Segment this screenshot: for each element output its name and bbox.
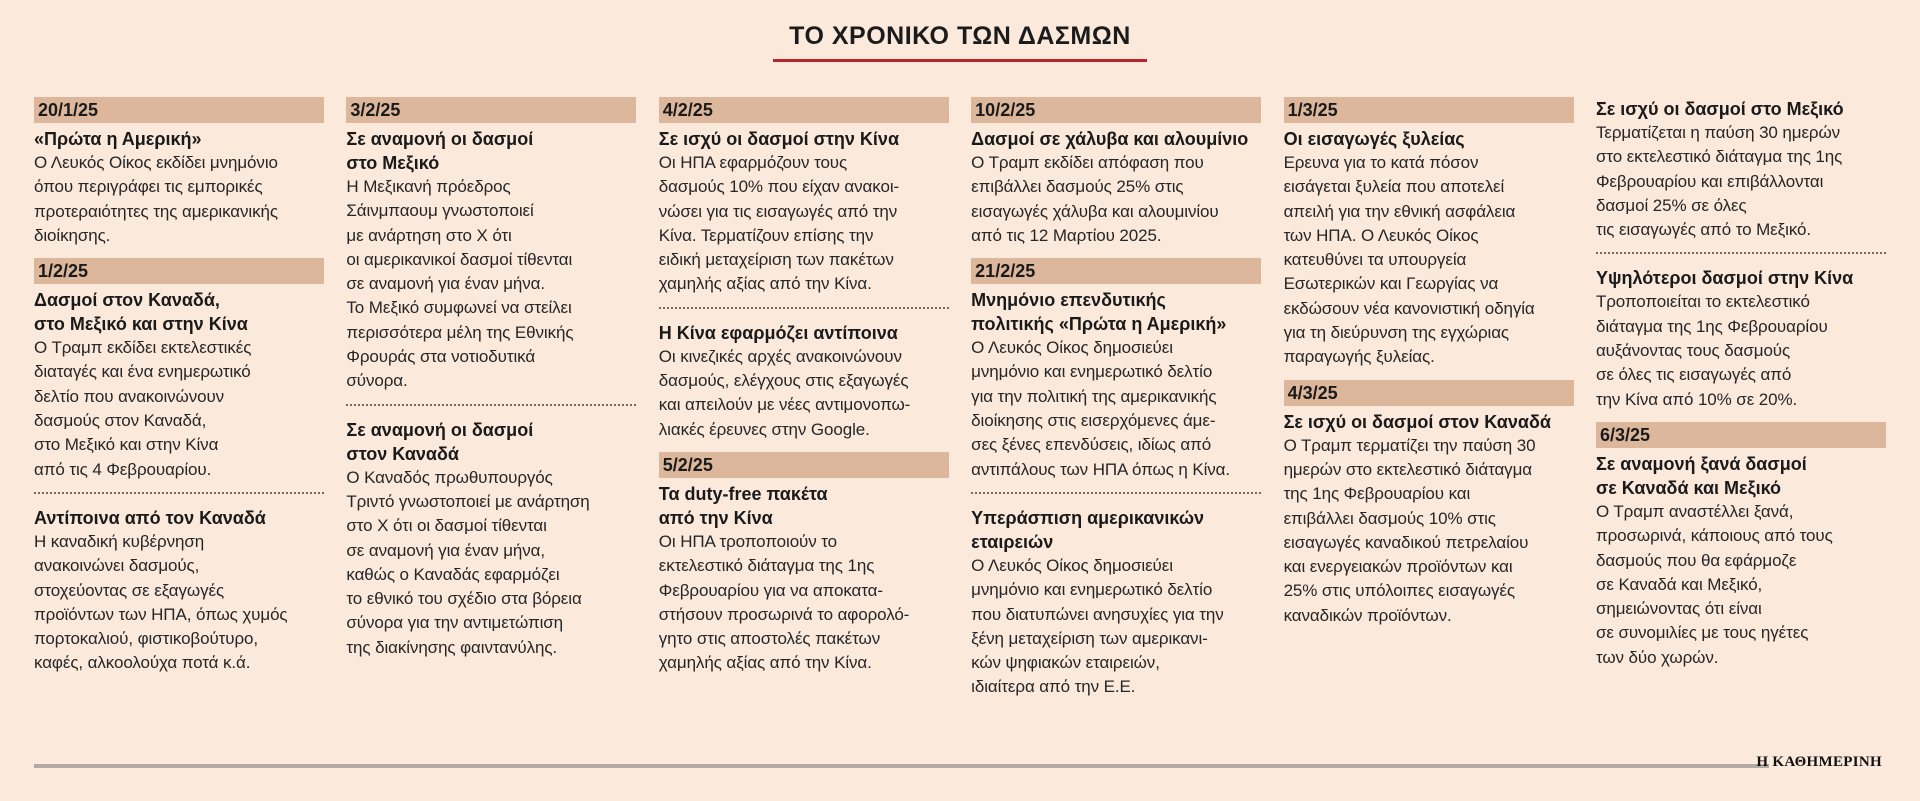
entry-headline: Δασμοί σε χάλυβα και αλουμίνιο (971, 129, 1249, 149)
entry-text: Οι ΗΠΑ εφαρμόζουν τους δασμούς 10% που είχαν ανακοι- νώσει για τις εισαγωγές από την Κίνα. Τερματίζουν επίσης την ειδική μεταχείριση των πακέτων χαμηλής αξίας από την Κίνα. (658, 153, 900, 294)
timeline-entry (1284, 380, 1574, 628)
timeline-entry (971, 97, 1261, 248)
entry-text: Ο Τραμπ εκδίδει απόφαση που επιβάλλει δασμούς 25% στις εισαγωγές χάλυβα και αλουμινίου από τις 12 Μαρτίου 2025. (971, 153, 1219, 245)
timeline-entry (34, 506, 324, 676)
entry-text: Η καναδική κυβέρνηση ανακοινώνει δασμούς, στοχεύοντας σε εξαγωγές προϊόντων των ΗΠΑ, όπως χυμός πορτοκαλιού, φιστικοβούτυρο, καφές, αλκοολούχα ποτά κ.ά. (34, 531, 288, 673)
entry-headline: Σε αναμονή ξανά δασμοί σε Καναδά και Μεξικό (1595, 453, 1807, 498)
dotted-separator (971, 492, 1261, 494)
entry-text: Οι κινεζικές αρχές ανακοινώνουν δασμούς, ελέγχους στις εξαγωγές και απειλούν με νέες αντιμονοπω- λιακές έρευνες στην Google. (658, 346, 911, 439)
entry-date: 3/2/25 (346, 97, 636, 123)
entry-spacer (34, 248, 324, 258)
entry-text: Ο Τραμπ τερματίζει την παύση 30 ημερών στο εκτελεστικό διάταγμα της 1ης Φεβρουαρίου και επιβάλλει δασμούς 10% στις εισαγωγές καναδικού πετρελαίου και ενεργειακών προϊόντων και 25% στις υπόλοιπες εισαγωγές καναδικών προϊόντων. (1283, 435, 1536, 625)
entry-headline: Υψηλότεροι δασμοί στην Κίνα (1595, 268, 1854, 289)
publisher-logo: Η ΚΑΘΗΜΕΡΙΝΗ (1756, 754, 1882, 770)
dotted-separator (346, 404, 636, 406)
timeline-entry (659, 321, 949, 442)
entry-headline: Σε αναμονή οι δασμοί στον Καναδά (346, 419, 534, 464)
entry-text: Ο Λευκός Οίκος δημοσιεύει μνημόνιο και ενημερωτικό δελτίο για την πολιτική της αμερικανικής διοίκησης στις εισερχόμενες άμε- σες ξένες επενδύσεις, ιδίως από αντιπάλους των ΗΠΑ όπως η Κίνα. (971, 338, 1231, 479)
entry-spacer (1596, 412, 1886, 422)
timeline-column (1596, 97, 1886, 700)
entry-date: 1/2/25 (34, 258, 324, 284)
bottom-rule (34, 764, 1769, 768)
timeline-entry (346, 97, 636, 394)
entry-text: Τερματίζεται η παύση 30 ημερών στο εκτελεστικό διάταγμα της 1ης Φεβρουαρίου και επιβάλλονται δασμοί 25% σε όλες τις εισαγωγές από το Μεξικό. (1595, 123, 1843, 240)
timeline-column (1284, 97, 1574, 700)
entry-headline: Αντίποινα από τον Καναδά (34, 507, 266, 528)
entry-text: Ο Τραμπ εκδίδει εκτελεστικές διαταγές και ένα ενημερωτικό δελτίο που ανακοινώνουν δασμούς στον Καναδά, στο Μεξικό και στην Κίνα από τις 4 Φεβρουαρίου. (34, 338, 252, 479)
timeline-column (659, 97, 949, 700)
entry-text: Ο Καναδός πρωθυπουργός Τριντό γνωστοποιεί με ανάρτηση στο Χ ότι οι δασμοί τίθενται σε αναμονή για έναν μήνα, καθώς ο Καναδάς εφαρμόζει το εθνικό του σχέδιο στα βόρεια σύνορα για την αντιμετώπιση της διακίνησης φαιντανύλης. (346, 467, 590, 657)
entry-headline: Σε αναμονή οι δασμοί στο Μεξικό (346, 129, 534, 173)
entry-date: 21/2/25 (971, 258, 1261, 284)
entry-date: 4/3/25 (1284, 380, 1574, 406)
entry-text: Οι ΗΠΑ τροποποιούν το εκτελεστικό διάταγμα της 1ης Φεβρουαρίου για να αποκατα- στήσουν προσωρινά το αφορολό- γητο στις αποστολές πακέτων χαμηλής αξίας από την Κίνα. (658, 531, 910, 673)
entry-date: 4/2/25 (659, 97, 949, 123)
timeline-entry (1596, 422, 1886, 670)
entry-date: 6/3/25 (1596, 422, 1886, 448)
timeline-entry (1596, 97, 1886, 242)
timeline-columns (34, 97, 1886, 700)
timeline-entry (1284, 97, 1574, 370)
timeline-entry (971, 258, 1261, 482)
entry-spacer (971, 248, 1261, 258)
entry-headline: Μνημόνιο επενδυτικής πολιτικής «Πρώτα η Αμερική» (971, 290, 1227, 335)
entry-text: Ερευνα για το κατά πόσον εισάγεται ξυλεία που αποτελεί απειλή για την εθνική ασφάλεια των ΗΠΑ. Ο Λευκός Οίκος κατευθύνει τα υπουργεία Εσωτερικών και Γεωργίας να εκδώσουν νέα κανονιστική οδηγία για τη διεύρυνση της εγχώριας παραγωγής ξυλείας. (1283, 153, 1535, 367)
timeline-entry (659, 452, 949, 676)
entry-text: Ο Λευκός Οίκος δημοσιεύει μνημόνιο και ενημερωτικό δελτίο που διατυπώνει ανησυχίες για την ξένη μεταχείριση των αμερικανι- κών ψηφιακών εταιρειών, ιδιαίτερα από την Ε.Ε. (971, 555, 1224, 697)
entry-headline: Σε ισχύ οι δασμοί στην Κίνα (658, 129, 900, 149)
timeline-entry (346, 418, 636, 660)
entry-headline: Η Κίνα εφαρμόζει αντίποινα (658, 322, 898, 343)
entry-headline: Τα duty-free πακέτα από την Κίνα (658, 483, 828, 528)
entry-date: 1/3/25 (1284, 97, 1574, 123)
entry-text: Ο Τραμπ αναστέλλει ξανά, προσωρινά, κάποιους από τους δασμούς που θα εφάρμοζε σε Καναδά και Μεξικό, σημειώνοντας ότι είναι σε συνομιλίες με τους ηγέτες των δύο χωρών. (1595, 501, 1833, 667)
timeline-entry (971, 506, 1261, 700)
entry-date: 20/1/25 (34, 97, 324, 123)
entry-headline: Σε ισχύ οι δασμοί στον Καναδά (1283, 411, 1551, 432)
entry-spacer (1284, 370, 1574, 380)
timeline-column (346, 97, 636, 700)
title-wrap (0, 22, 1920, 62)
timeline-entry (34, 97, 324, 248)
page-title: ΤΟ ΧΡΟΝΙΚΟ ΤΩΝ ΔΑΣΜΩΝ (773, 22, 1147, 62)
timeline-entry (34, 258, 324, 482)
entry-text: Ο Λευκός Οίκος εκδίδει μνημόνιο όπου περιγράφει τις εμπορικές προτεραιότητες της αμερικανικής διοίκησης. (34, 153, 278, 245)
entry-headline: Δασμοί στον Καναδά, στο Μεξικό και στην Κίνα (34, 290, 248, 335)
timeline-column (971, 97, 1261, 700)
entry-date: 5/2/25 (659, 452, 949, 478)
entry-date: 10/2/25 (971, 97, 1261, 123)
dotted-separator (34, 492, 324, 494)
timeline-entry (1596, 266, 1886, 411)
dotted-separator (1596, 252, 1886, 254)
entry-text: Η Μεξικανή πρόεδρος Σάινμπαουμ γνωστοποιεί με ανάρτηση στο Χ ότι οι αμερικανικοί δασμοί τίθενται σε αναμονή για έναν μήνα. Το Μεξικό συμφωνεί να στείλει περισσότερα μέλη της Εθνικής Φρουράς στα νοτιοδυτικά σύνορα. (346, 177, 574, 391)
entry-headline: Υπεράσπιση αμερικανικών εταιρειών (971, 507, 1205, 552)
entry-headline: «Πρώτα η Αμερική» (34, 129, 202, 149)
dotted-separator (659, 307, 949, 309)
entry-spacer (659, 442, 949, 452)
entry-text: Τροποποιείται το εκτελεστικό διάταγμα της 1ης Φεβρουαρίου αυξάνοντας τους δασμούς σε όλες τις εισαγωγές από την Κίνα από 10% σε 20%. (1595, 292, 1828, 409)
entry-headline: Σε ισχύ οι δασμοί στο Μεξικό (1595, 99, 1844, 119)
timeline-column (34, 97, 324, 700)
timeline-entry (659, 97, 949, 297)
entry-headline: Οι εισαγωγές ξυλείας (1283, 129, 1465, 149)
